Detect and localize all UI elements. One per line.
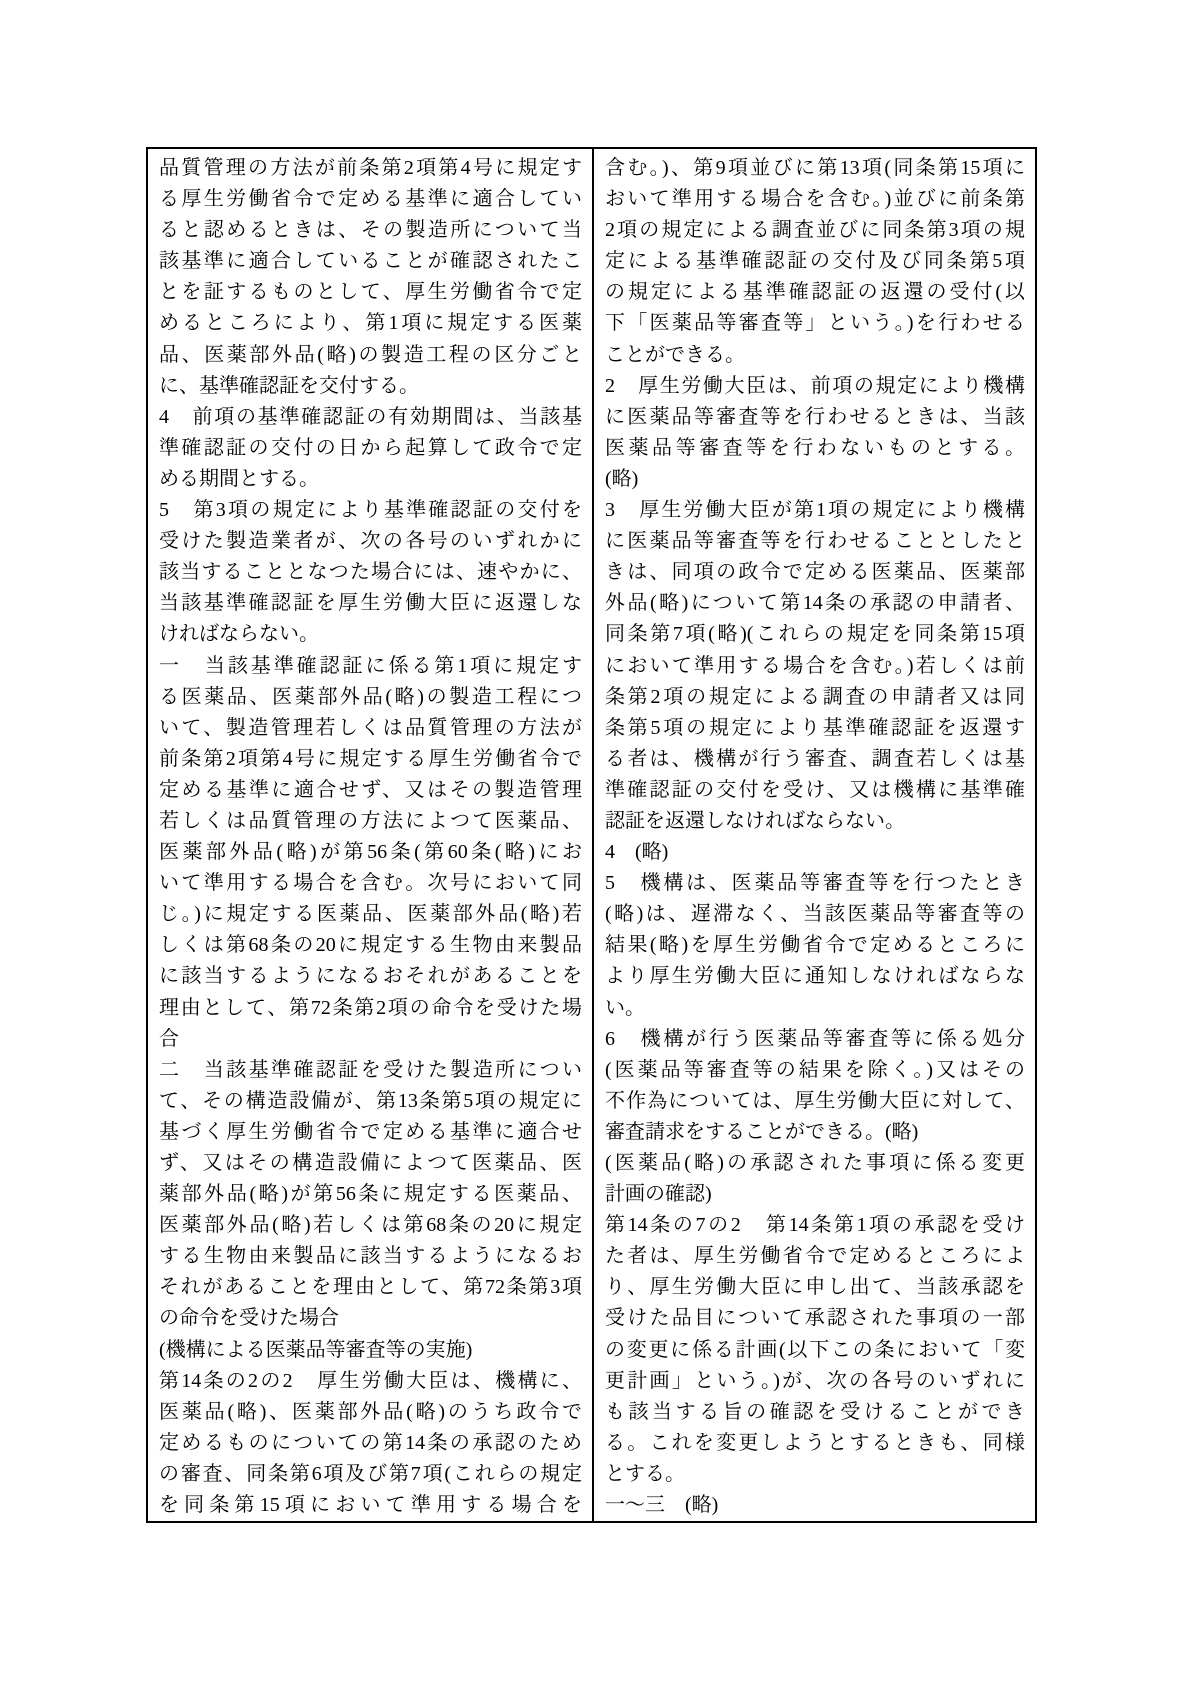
- text-line: 含む。)、第9項並びに第13項(同条第15項に: [605, 157, 1025, 179]
- text-line: 審査請求をすることができる。(略): [605, 1120, 919, 1143]
- text-line: 認証を返還しなければならない。: [605, 809, 905, 832]
- text-line: に該当するようになるおそれがあることを: [159, 965, 582, 988]
- text-line: より厚生労働大臣に通知しなければならな: [605, 965, 1025, 988]
- text-line: (略)は、遅滞なく、当該医薬品等審査等の: [605, 903, 1025, 926]
- text-line: 5 第3項の規定により基準確認証の交付を: [159, 499, 582, 522]
- text-line: 更計画」という。)が、次の各号のいずれに: [605, 1369, 1025, 1392]
- text-line: 該当することとなつた場合には、速やかに、: [159, 561, 582, 584]
- text-line: を同条第15項において準用する場合を: [159, 1494, 582, 1517]
- text-line: める期間とする。: [159, 467, 319, 490]
- text-line: た者は、厚生労働省令で定めるところによ: [605, 1245, 1025, 1268]
- text-line: 下「医薬品等審査等」という。)を行わせる: [605, 312, 1025, 335]
- right-text-column: [594, 149, 1035, 1521]
- text-line: (医薬品(略)の承認された事項に係る変更: [605, 1152, 1025, 1174]
- text-line: て、その構造設備が、第13条第5項の規定に: [159, 1089, 582, 1112]
- text-line: 該基準に適合していることが確認されたこ: [159, 250, 582, 273]
- text-line: 基づく厚生労働省令で定める基準に適合せ: [159, 1120, 582, 1143]
- text-line: 若しくは品質管理の方法によつて医薬品、: [159, 809, 582, 832]
- text-line: 品質管理の方法が前条第2項第4号に規定す: [159, 157, 582, 179]
- text-line: 外品(略)について第14条の承認の申請者、: [605, 592, 1025, 615]
- text-line: 受けた品目について承認された事項の一部: [605, 1307, 1025, 1330]
- text-line: に医薬品等審査等を行わせるときは、当該: [605, 405, 1025, 428]
- text-line: とする。: [605, 1462, 685, 1485]
- text-line: の審査、同条第6項及び第7項(これらの規定: [159, 1462, 582, 1485]
- text-line: 計画の確認): [605, 1183, 712, 1206]
- text-line: 6 機構が行う医薬品等審査等に係る処分: [605, 1027, 1025, 1050]
- text-line: る医薬品、医薬部外品(略)の製造工程につ: [159, 685, 582, 708]
- text-line: いて準用する場合を含む。次号において同: [159, 872, 582, 895]
- text-line: 条第5項の規定により基準確認証を返還す: [605, 716, 1025, 739]
- text-line: じ。)に規定する医薬品、医薬部外品(略)若: [159, 903, 582, 926]
- text-line: 4 (略): [605, 841, 669, 864]
- text-line: 同条第7項(略)(これらの規定を同条第15項: [605, 623, 1025, 646]
- text-line: 受けた製造業者が、次の各号のいずれかに: [159, 530, 582, 553]
- text-line: 5 機構は、医薬品等審査等を行つたとき: [605, 872, 1025, 895]
- text-line: 一 当該基準確認証に係る第1項に規定す: [159, 654, 582, 677]
- text-line: る。これを変更しようとするときも、同様: [605, 1431, 1025, 1454]
- text-line: 品、医薬部外品(略)の製造工程の区分ごと: [159, 343, 582, 366]
- text-line: 不作為については、厚生労働大臣に対して、: [605, 1089, 1025, 1112]
- text-line: に医薬品等審査等を行わせることとしたと: [605, 530, 1025, 553]
- text-line: の命令を受けた場合: [159, 1307, 339, 1330]
- text-line: 合: [159, 1027, 179, 1050]
- text-line: の変更に係る計画(以下この条において「変: [605, 1338, 1025, 1361]
- text-line: 結果(略)を厚生労働省令で定めるところに: [605, 934, 1025, 957]
- text-line: 一～三 (略): [605, 1494, 719, 1517]
- text-line: る者は、機構が行う審査、調査若しくは基: [605, 747, 1025, 770]
- text-line: ければならない。: [159, 623, 319, 646]
- text-line: の規定による基準確認証の返還の受付(以: [605, 281, 1025, 304]
- text-line: しくは第68条の20に規定する生物由来製品: [159, 934, 582, 957]
- text-line: それがあることを理由として、第72条第3項: [159, 1276, 582, 1299]
- text-line: 理由として、第72条第2項の命令を受けた場: [159, 996, 582, 1019]
- text-line: も該当する旨の確認を受けることができ: [605, 1400, 1025, 1423]
- text-line: いて、製造管理若しくは品質管理の方法が: [159, 716, 582, 739]
- text-line: 二 当該基準確認証を受けた製造所につい: [159, 1058, 582, 1081]
- text-line: 定による基準確認証の交付及び同条第5項: [605, 250, 1025, 273]
- text-line: 3 厚生労働大臣が第1項の規定により機構: [605, 499, 1025, 522]
- text-line: とを証するものとして、厚生労働省令で定: [159, 281, 582, 304]
- text-line: 2項の規定による調査並びに同条第3項の規: [605, 219, 1025, 242]
- text-line: (略): [605, 467, 639, 490]
- text-line: ず、又はその構造設備によつて医薬品、医: [159, 1152, 582, 1174]
- text-line: 第14条の2の2 厚生労働大臣は、機構に、: [159, 1369, 582, 1392]
- text-line: きは、同項の政令で定める医薬品、医薬部: [605, 561, 1025, 584]
- text-line: 4 前項の基準確認証の有効期間は、当該基: [159, 405, 582, 428]
- text-line: 準確認証の交付の日から起算して政令で定: [159, 436, 582, 459]
- text-line: ことができる。: [605, 343, 745, 366]
- text-line: する生物由来製品に該当するようになるお: [159, 1245, 582, 1268]
- text-line: めるところにより、第1項に規定する医薬: [159, 312, 582, 335]
- text-line: 条第2項の規定による調査の申請者又は同: [605, 685, 1025, 708]
- text-line: 前条第2項第4号に規定する厚生労働省令で: [159, 747, 582, 770]
- law-comparison-table: [146, 147, 1037, 1523]
- text-line: 定める基準に適合せず、又はその製造管理: [159, 778, 582, 801]
- text-line: 当該基準確認証を厚生労働大臣に返還しな: [159, 592, 582, 615]
- text-line: 薬部外品(略)が第56条に規定する医薬品、: [159, 1183, 582, 1206]
- text-line: おいて準用する場合を含む。)並びに前条第: [605, 188, 1025, 211]
- text-line: 医薬品等審査等を行わないものとする。: [605, 436, 1025, 459]
- text-line: 定めるものについての第14条の承認のため: [159, 1431, 582, 1454]
- text-line: (機構による医薬品等審査等の実施): [159, 1338, 473, 1361]
- text-line: において準用する場合を含む。)若しくは前: [605, 654, 1025, 677]
- left-text-column: [148, 149, 594, 1521]
- text-line: ると認めるときは、その製造所について当: [159, 219, 582, 242]
- text-line: 医薬部外品(略)が第56条(第60条(略)にお: [159, 841, 582, 864]
- text-line: 第14条の7の2 第14条第1項の承認を受け: [605, 1214, 1025, 1237]
- text-line: る厚生労働省令で定める基準に適合してい: [159, 188, 582, 211]
- text-line: い。: [605, 996, 645, 1019]
- text-line: り、厚生労働大臣に申し出て、当該承認を: [605, 1276, 1025, 1299]
- text-line: (医薬品等審査等の結果を除く。)又はその: [605, 1058, 1025, 1081]
- text-line: 2 厚生労働大臣は、前項の規定により機構: [605, 374, 1025, 397]
- text-line: に、基準確認証を交付する。: [159, 374, 419, 397]
- text-line: 医薬部外品(略)若しくは第68条の20に規定: [159, 1214, 582, 1237]
- text-line: 準確認証の交付を受け、又は機構に基準確: [605, 778, 1025, 801]
- text-line: 医薬品(略)、医薬部外品(略)のうち政令で: [159, 1400, 582, 1423]
